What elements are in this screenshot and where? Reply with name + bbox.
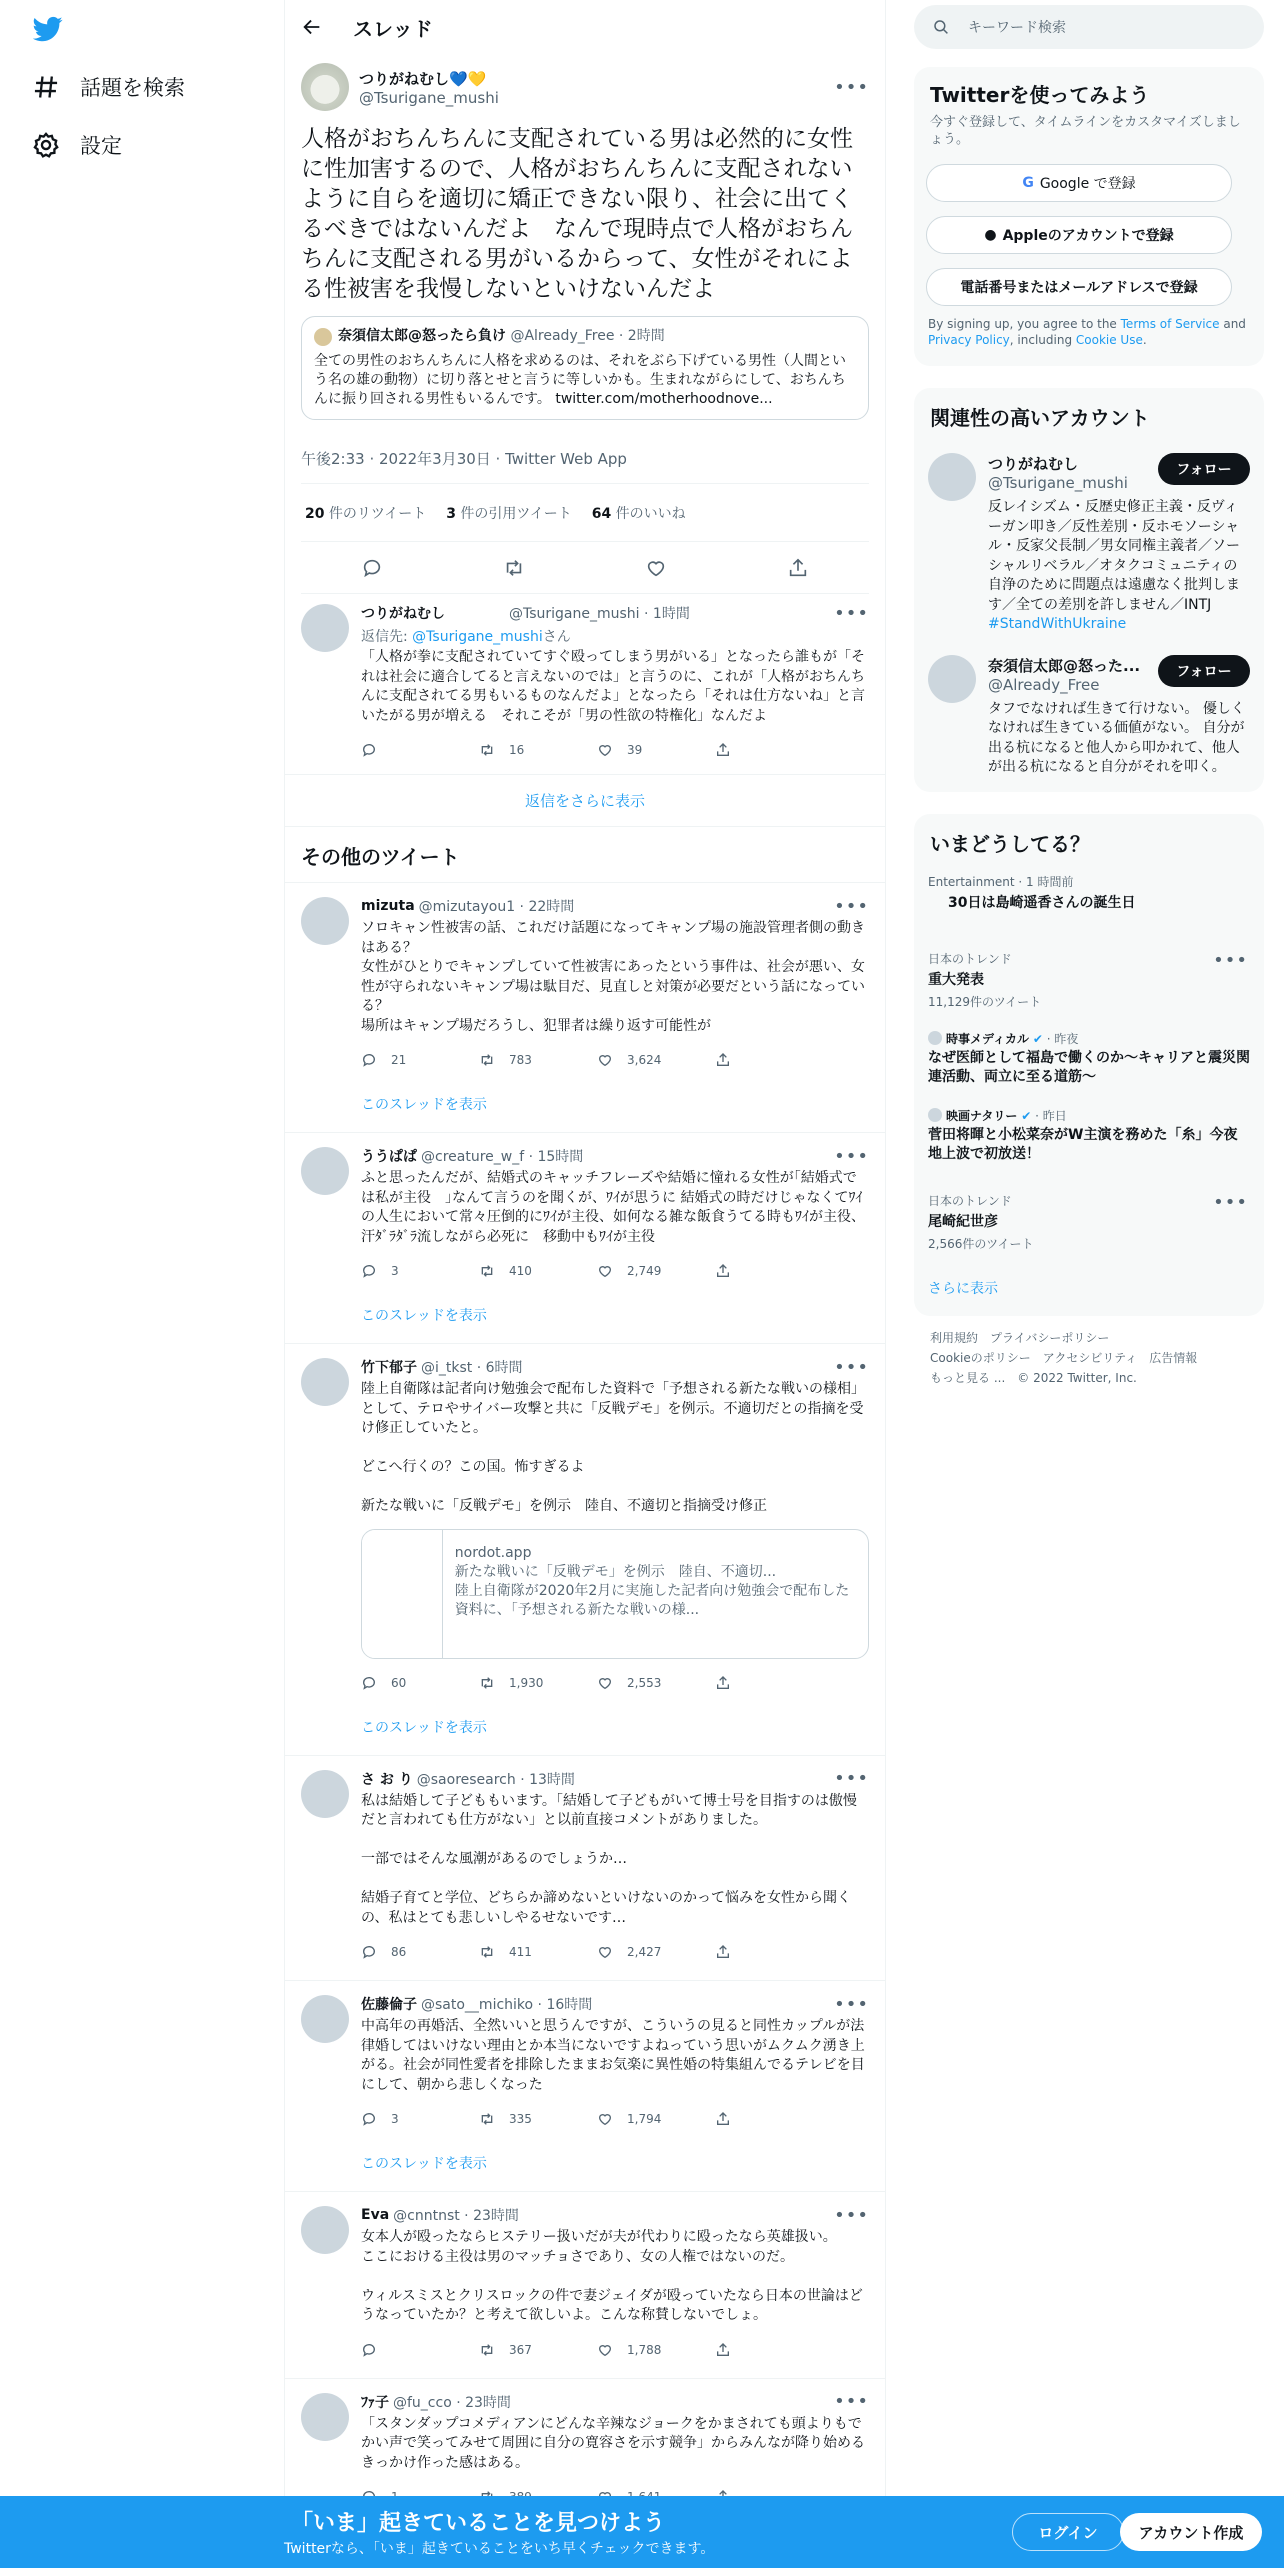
tweet-text: ふと思ったんだが、結婚式のキャッチフレーズや結婚に憧れる女性が｢結婚式では私が主役 ｣なんて言うのを聞くが、ﾜｲが思うに 結婚式の時だけじゃなくてﾜｲの人生において常々圧倒的にﾜｲが主役、如何なる雑な飯食うてる時もﾜｲが主役、汗ﾀﾞﾗﾀﾞﾗ流しながら必死に 移動中もﾜｲが主役 [361, 1170, 865, 1245]
show-thread-link[interactable]: このスレッドを表示 [361, 1719, 487, 1736]
replying-to: 返信先: @Tsurigane_mushiさん [361, 629, 571, 645]
avatar[interactable] [301, 1770, 349, 1818]
author-name[interactable]: Eva [361, 2207, 390, 2223]
other-tweets-list [285, 883, 885, 2526]
avatar[interactable] [301, 1147, 349, 1195]
signup-legal: By signing up, you agree to the Terms of Service and Privacy Policy, including Cookie Use. [928, 317, 1246, 347]
author-handle[interactable]: @Tsurigane_mushi [359, 88, 499, 107]
like-icon[interactable] [645, 557, 667, 579]
like-icon [597, 2342, 613, 2358]
author-handle[interactable]: @sato__michiko · 16時間 [421, 1997, 593, 2013]
like-button[interactable]: 39 [597, 742, 715, 758]
account-handle: @Already_Free [988, 675, 1100, 694]
trend-count: 11,129件のツイート [928, 994, 1042, 1009]
link-card-description: 陸上自衛隊が2020年2月に実施した記者向け勉強会で配布した資料に、「予想される新たな戦いの様... [454, 1582, 850, 1618]
like-icon [597, 1052, 613, 1068]
like-icon [597, 2111, 613, 2127]
retweet-button[interactable]: 410 [479, 1263, 597, 1279]
tweet-stats [301, 484, 869, 542]
left-nav [0, 0, 284, 2568]
signup-title: Twitterを使ってみよう [930, 83, 1150, 107]
reply-icon [361, 1944, 377, 1960]
like-icon [597, 1263, 613, 1279]
share-icon [715, 1675, 731, 1691]
avatar[interactable] [928, 655, 976, 703]
tweet-actions [361, 732, 869, 768]
more-options-icon[interactable]: ••• [834, 1768, 869, 1789]
apple-signup-button[interactable]: ● Appleのアカウントで登録 [926, 216, 1232, 254]
like-icon [597, 1944, 613, 1960]
like-button[interactable]: 1,788 [597, 2342, 715, 2358]
author-name[interactable]: つりがねむし💙💛 [359, 69, 487, 88]
author-handle[interactable]: @fu_cco · 23時間 [393, 2394, 511, 2411]
more-options-icon[interactable]: ••• [834, 895, 869, 917]
avatar [928, 1108, 942, 1122]
author-handle[interactable]: @Tsurigane_mushi · 1時間 [509, 606, 690, 622]
relevant-title: 関連性の高いアカウント [930, 406, 1150, 430]
share-button[interactable] [715, 1052, 833, 1068]
share-icon[interactable] [787, 557, 809, 579]
share-icon [715, 2111, 731, 2127]
copyright: © 2022 Twitter, Inc. [1017, 1370, 1137, 1385]
share-button[interactable] [715, 742, 833, 758]
google-signup-button[interactable]: G Google で登録 [926, 164, 1232, 202]
like-button[interactable]: 2,427 [597, 1944, 715, 1960]
footer-link[interactable]: 広告情報 [1149, 1350, 1198, 1365]
page-title: スレッド [353, 16, 433, 41]
tweet[interactable] [285, 2379, 885, 2516]
tweet[interactable] [285, 1981, 885, 2137]
tweet-actions [361, 2332, 869, 2368]
author-handle[interactable]: @i_tkst · 6時間 [421, 1360, 523, 1376]
tweet-text: 「スタンダップコメディアンにどんな辛辣なジョークをかまされても頭よりもでかい声で笑ってみせて周囲に自分の寛容さを示す競争」からみんなが降り始めるきっかけ作った感はある。 [361, 2415, 865, 2471]
bottom-bar-title: 「いま」起きていることを見つけよう [291, 2511, 666, 2536]
reply-button[interactable]: 3 [361, 2111, 479, 2127]
share-icon [715, 742, 731, 758]
more-options-icon[interactable]: ••• [834, 2204, 869, 2226]
avatar[interactable] [301, 604, 349, 652]
terms-link[interactable]: Terms of Service [1120, 317, 1220, 331]
nav-settings-label: 設定 [80, 134, 122, 158]
retweet-icon [479, 742, 495, 758]
quotes-stat[interactable]: 3 件の引用ツイート [446, 505, 572, 522]
right-sidebar [914, 0, 1264, 1400]
retweet-icon [479, 2111, 495, 2127]
trend-name: 重大発表 [928, 971, 984, 988]
like-button[interactable]: 3,624 [597, 1052, 715, 1068]
retweets-stat[interactable]: 20 件のリツイート [305, 505, 427, 522]
retweet-icon [479, 2342, 495, 2358]
show-thread-link[interactable]: このスレッドを表示 [361, 2156, 487, 2172]
nav-explore-label: 話題を検索 [80, 76, 185, 100]
avatar[interactable] [301, 63, 349, 111]
author-name[interactable]: 竹下郁子 [361, 1360, 417, 1376]
link-card-title: 新たな戦いに「反戦デモ」を例示 陸自、不適切... [454, 1563, 777, 1580]
quote-time: · 2時間 [618, 328, 665, 344]
tweet-actions [301, 542, 869, 594]
more-options-icon[interactable]: ••• [834, 1356, 869, 1378]
follow-button[interactable]: フォロー [1158, 453, 1250, 485]
author-name[interactable]: ううぱぱ [361, 1149, 417, 1165]
author-name[interactable]: つりがねむし [361, 606, 445, 622]
signup-subtitle: 今すぐ登録して、タイムラインをカスタマイズしましょう。 [930, 115, 1241, 147]
more-options-icon[interactable]: ••• [834, 602, 869, 624]
like-button[interactable]: 1,794 [597, 2111, 715, 2127]
share-icon [715, 1263, 731, 1279]
like-icon [597, 742, 613, 758]
cookie-link[interactable]: Cookie Use [1075, 333, 1143, 347]
footer-link[interactable]: プライバシーポリシー [990, 1330, 1110, 1345]
like-icon [597, 1675, 613, 1691]
share-button[interactable] [715, 1263, 833, 1279]
focal-tweet [285, 54, 885, 594]
avatar[interactable] [301, 1358, 349, 1406]
retweet-icon[interactable] [503, 557, 525, 579]
account-card[interactable] [914, 645, 1264, 788]
trend-category: 日本のトレンド [928, 951, 1012, 966]
tweet[interactable] [285, 1756, 885, 1971]
reply-icon [361, 1052, 377, 1068]
author-name[interactable]: さ お り [361, 1771, 413, 1788]
trend-name: 30日は島崎遥香さんの誕生日 [948, 894, 1136, 911]
news-source: 映画ナタリー ✔ · 昨日 [928, 1107, 1250, 1124]
share-button[interactable] [715, 1675, 833, 1691]
footer-link[interactable]: アクセシビリティ [1042, 1350, 1138, 1365]
author-name[interactable]: mizuta [361, 898, 415, 914]
tweet[interactable] [285, 2192, 885, 2368]
news-title: なぜ医師として福島で働くのか～キャリアと震災関連活動、両立に至る道筋～ [928, 1049, 1250, 1085]
reply-button[interactable]: 21 [361, 1052, 479, 1068]
trends-title: いまどうしてる？ [930, 831, 1090, 856]
share-icon [715, 2342, 731, 2358]
avatar[interactable] [301, 897, 349, 945]
page-header [285, 0, 885, 54]
more-options-icon[interactable]: ••• [834, 1145, 869, 1167]
reply-button[interactable]: 86 [361, 1944, 479, 1960]
avatar [928, 1031, 942, 1045]
news-source: 時事メディカル ✔ · 昨夜 [928, 1030, 1250, 1047]
account-card[interactable] [914, 445, 1264, 645]
tweet-text: 陸上自衛隊は記者向け勉強会で配布した資料で「予想される新たな戦いの様相」として、テロやサイバー攻撃と共に「反戦デモ」を例示。不適切だとの指摘を受け修正していたと。 どこへ行くの？この国。怖すぎるよ 新たな戦いに「反戦デモ」を例示 陸自、不適切と指摘受け修正 [361, 1381, 865, 1514]
retweet-icon [479, 1944, 495, 1960]
reply-icon [361, 2342, 377, 2358]
tweet[interactable] [285, 1133, 885, 1289]
privacy-link[interactable]: Privacy Policy [928, 333, 1010, 347]
reply-icon [361, 2111, 377, 2127]
tweet-text: 人格がおちんちんに支配されている男は必然的に女性に性加害するので、人格がおちんちんに支配されないように自らを適切に矯正できない限り、社会に出てくるべきではないんだよ なんで現時点で人格がおちんちんに支配される男がいるからって、女性がそれによる性被害を我慢しないといけないんだよ [301, 126, 853, 302]
trend-category: 日本のトレンド [928, 1193, 1012, 1208]
reply-icon[interactable] [361, 557, 383, 579]
retweet-icon [479, 1675, 495, 1691]
signup-button[interactable]: アカウント作成 [1120, 2513, 1262, 2551]
more-options-icon[interactable]: ••• [1213, 1191, 1248, 1213]
tweet-text: 私は結婚して子どももいます。「結婚して子どもがいて博士号を目指すのは傲慢だと言われても仕方がない」と以前直接コメントがありました。 一部ではそんな風潮があるのでしょうか… 結婚子育てと学位、どちらか諦めないといけないのかって悩みを女性から聞くの、私はとても悲しいしやるせないです… [361, 1792, 857, 1926]
account-bio: タフでなければ生きて行けない。 優しくなければ生きている価値がない。 自分が出る杭になると他人から叩かれて、他人が出る杭になると自分がそれを叩く。 [988, 700, 1245, 775]
share-button[interactable] [715, 2111, 833, 2127]
trend-item[interactable] [914, 1174, 1264, 1262]
quoted-tweet[interactable] [301, 316, 869, 420]
reply-button[interactable] [361, 742, 479, 758]
tweet[interactable] [285, 1344, 885, 1701]
search-box[interactable] [914, 5, 1264, 49]
retweet-button[interactable]: 1,930 [479, 1675, 597, 1691]
trend-count: 2,566件のツイート [928, 1236, 1034, 1251]
account-bio: 反レイシズム・反歴史修正主義・反ヴィーガン叩き／反性差別・反ホモソーシャル・反家父長制／男女同権主義者／ソーシャルリベラル／オタクコミュニティの自浄のために問題点は遠慮なく批判します／全ての差別を許しません／INTJ [988, 499, 1240, 613]
more-options-icon[interactable]: ••• [834, 76, 869, 98]
trend-item[interactable] [914, 863, 1264, 940]
tweet-actions [361, 1253, 869, 1289]
news-title: 菅田将暉と小松菜奈がW主演を務めた「糸」今夜地上波で初放送！ [928, 1126, 1238, 1162]
tweet-timestamp[interactable]: 午後2:33 · 2022年3月30日 · Twitter Web App [301, 434, 869, 484]
search-input[interactable]: キーワード検索 [968, 20, 1066, 36]
trend-category: Entertainment · 1 時間前 [928, 874, 1074, 889]
tweet-text: 中高年の再婚活、全然いいと思うんですが、こういうの見ると同性カップルが法律婚してはいけない理由とか本当にないですよねっていう思いがムクムク湧き上がる。社会が同性愛者を排除したままお気楽に異性婚の特集組んでるテレビを目にして、朝から悲しくなった [361, 2018, 865, 2093]
link-card-thumbnail [362, 1530, 443, 1658]
author-handle[interactable]: @cnntnst · 23時間 [393, 2208, 519, 2224]
reply-button[interactable]: 60 [361, 1675, 479, 1691]
twitter-logo-icon[interactable] [33, 14, 63, 44]
author-name[interactable]: ﾌｧ子 [361, 2394, 389, 2411]
avatar[interactable] [301, 2393, 349, 2441]
retweet-icon [479, 1052, 495, 1068]
nav-explore[interactable] [32, 72, 185, 102]
hashtag-icon [32, 73, 60, 101]
more-options-icon[interactable]: ••• [1213, 949, 1248, 971]
link-card[interactable] [361, 1529, 869, 1659]
avatar[interactable] [928, 453, 976, 501]
verified-icon: ✔ [1032, 1031, 1043, 1046]
tweet-actions [361, 1934, 869, 1970]
show-more-replies[interactable]: 返信をさらに表示 [285, 775, 885, 827]
apple-icon: ● [984, 227, 997, 243]
quote-text: 全ての男性のおちんちんに人格を求めるのは、それをぶら下げている男性（人間という名の雄の動物）に切り落とせと言うに等しいかも。生まれながらにして、おちんちんに振り回される男性もいるんです。 twitter.com/motherhoodnove... [314, 353, 846, 407]
tweet[interactable] [285, 883, 885, 1078]
footer-link[interactable]: 利用規約 [930, 1330, 979, 1345]
more-options-icon[interactable]: ••• [834, 2391, 869, 2412]
trends-panel [914, 814, 1264, 1316]
share-icon [715, 1052, 731, 1068]
avatar[interactable] [301, 2206, 349, 2254]
bottom-bar-subtitle: Twitterなら、「いま」起きていることをいち早くチェックできます。 [284, 2541, 715, 2557]
link-card-domain: nordot.app [454, 1544, 532, 1561]
trend-item[interactable] [914, 940, 1264, 1020]
footer-link[interactable]: Cookieのポリシー [930, 1350, 1031, 1365]
retweet-button[interactable]: 783 [479, 1052, 597, 1068]
other-tweets-heading: その他のツイート [285, 827, 885, 883]
google-icon: G [1022, 175, 1034, 191]
avatar[interactable] [301, 1995, 349, 2043]
quote-author-name: 奈須信太郎@怒ったら負け [338, 328, 506, 344]
phone-signup-button[interactable]: 電話番号またはメールアドレスで登録 [926, 268, 1232, 306]
reply-tweet[interactable] [285, 594, 885, 768]
news-item[interactable] [914, 1097, 1264, 1174]
account-name[interactable]: つりがねむし [988, 455, 1079, 473]
avatar [314, 328, 332, 346]
like-button[interactable]: 2,749 [597, 1263, 715, 1279]
tweet-text: 女本人が殴ったならヒステリー扱いだが夫が代わりに殴ったなら英雄扱い。 ここにおける主役は男のマッチョさであり、女の人権ではないのだ。 ウィルスミスとクリスロックの件で妻ジェイダが殴っていたなら日本の世論はどうなっていたか？と考えて欲しいよ。こんな称賛しないでしょ。 [361, 2229, 863, 2323]
tweet-actions [361, 2101, 869, 2137]
back-arrow-icon[interactable] [301, 16, 323, 38]
author-name[interactable]: 佐藤倫子 [361, 1997, 417, 2013]
tweet-text: 「人格が拳に支配されていてすぐ殴ってしまう男がいる」となったら誰もが「それは社会に適合してると言えないのでは」と言うのに、これが「人格がおちんちんに支配されてる男もいるものなんだよ」となったら「それは仕方ないね」と言いたがる男が増える それこそが「男の性欲の特権化」なんだよ [361, 649, 865, 724]
reply-icon [361, 742, 377, 758]
show-thread-link[interactable]: このスレッドを表示 [361, 1097, 487, 1113]
hashtag-link[interactable]: #StandWithUkraine [988, 616, 1127, 632]
share-icon [715, 1944, 731, 1960]
main-column [284, 0, 886, 2568]
tweet-actions [361, 1042, 869, 1078]
login-button[interactable]: ログイン [1012, 2513, 1124, 2551]
author-handle[interactable]: @saoresearch · 13時間 [416, 1771, 575, 1788]
account-name[interactable]: 奈須信太郎@怒った... [988, 656, 1141, 675]
footer-links [914, 1316, 1264, 1400]
author-handle[interactable]: @mizutayou1 · 22時間 [418, 899, 575, 915]
follow-button[interactable]: フォロー [1158, 655, 1250, 687]
reply-icon [361, 1675, 377, 1691]
account-handle: @Tsurigane_mushi [988, 474, 1128, 492]
verified-icon: ✔ [1021, 1108, 1032, 1123]
retweet-button[interactable]: 367 [479, 2342, 597, 2358]
retweet-button[interactable]: 335 [479, 2111, 597, 2127]
show-thread-link[interactable]: このスレッドを表示 [361, 1308, 487, 1324]
more-options-icon[interactable]: ••• [834, 1993, 869, 2015]
relevant-accounts-panel [914, 388, 1264, 792]
gear-icon [32, 131, 60, 159]
retweet-button[interactable]: 16 [479, 742, 597, 758]
trend-name: 尾崎紀世彦 [928, 1213, 998, 1230]
retweet-icon [479, 1263, 495, 1279]
signup-panel [914, 67, 1264, 366]
search-icon [932, 18, 950, 36]
like-button[interactable]: 2,553 [597, 1675, 715, 1691]
reply-icon [361, 1263, 377, 1279]
share-button[interactable] [715, 1944, 833, 1960]
news-item[interactable] [914, 1020, 1264, 1097]
reply-button[interactable] [361, 2342, 479, 2358]
reply-button[interactable]: 3 [361, 1263, 479, 1279]
show-more-trends[interactable]: さらに表示 [928, 1280, 998, 1297]
tweet-text: ソロキャン性被害の話、これだけ話題になってキャンプ場の施設管理者側の動きはある？ 女性がひとりでキャンプしていて性被害にあったという事件は、社会が悪い、女性が守られないキャンプ場は駄目だ、見直しと対策が必要だという話になっている？ 場所はキャンプ場だろうし、犯罪者は繰り返す可能性が [361, 920, 865, 1034]
bottom-signup-bar [0, 2496, 1284, 2568]
share-button[interactable] [715, 2342, 833, 2358]
nav-settings[interactable] [32, 130, 122, 160]
author-handle[interactable]: @creature_w_f · 15時間 [421, 1149, 584, 1165]
footer-link[interactable]: もっと見る ... [930, 1370, 1006, 1385]
tweet-actions [361, 1665, 869, 1701]
quote-author-handle: @Already_Free [510, 328, 615, 344]
likes-stat[interactable]: 64 件のいいね [591, 505, 686, 522]
retweet-button[interactable]: 411 [479, 1944, 597, 1960]
